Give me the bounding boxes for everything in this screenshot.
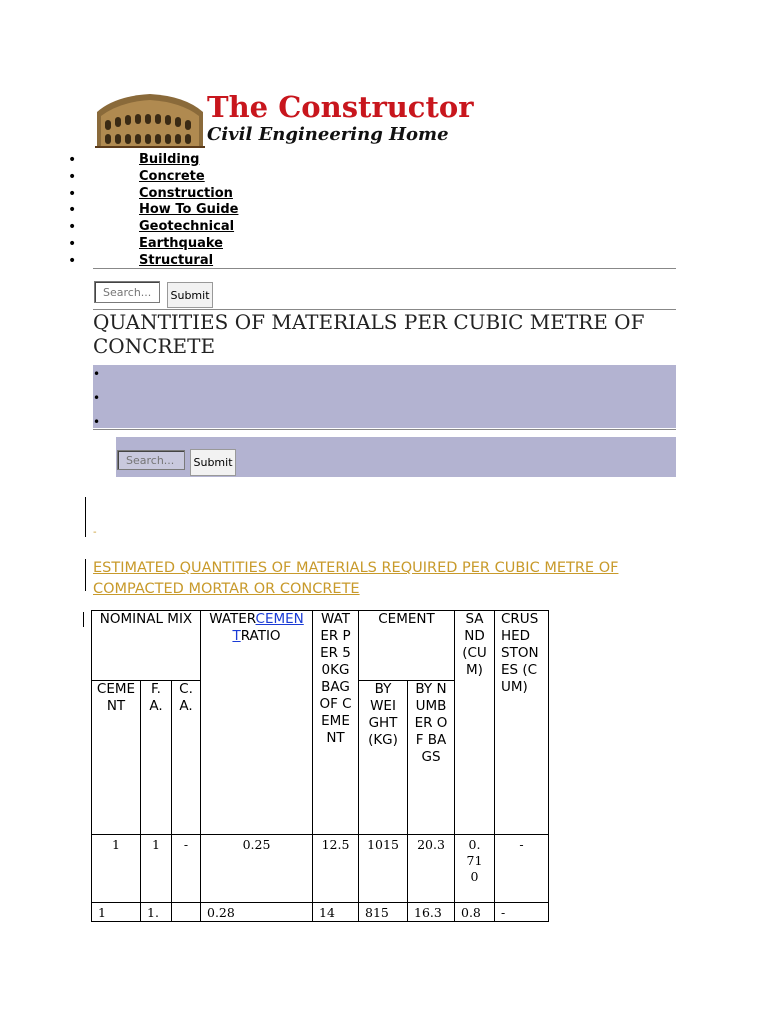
cell-fa: 1: [141, 835, 172, 903]
table-row: [92, 835, 549, 903]
header-by-bags: [408, 681, 455, 835]
divider: [93, 429, 676, 430]
header-text: BY WEIGHT (KG): [368, 681, 398, 748]
cement-link[interactable]: CEMENT: [232, 611, 304, 644]
nav-item-earthquake: [0, 236, 768, 253]
header-nominal-mix: [92, 611, 201, 681]
cell-by-bags: 16.3: [408, 903, 455, 922]
header-text: WATER: [209, 611, 256, 627]
header-text: CEMENT: [96, 681, 136, 714]
cell-ca: [172, 903, 201, 922]
header-text: RATIO: [240, 628, 281, 644]
bullet: •: [68, 185, 77, 202]
category-nav: [0, 152, 768, 270]
cell-water-per-bag: 12.5: [313, 835, 359, 903]
cell-by-bags: 20.3: [408, 835, 455, 903]
nav-item-geotechnical: [0, 219, 768, 236]
bullet: •: [68, 235, 77, 252]
cell-water-cement-ratio: 0.28: [201, 903, 313, 922]
small-link[interactable]: -: [93, 527, 97, 538]
header-sand: [455, 611, 495, 835]
header-cement: [92, 681, 141, 835]
cell-cement: 1: [92, 903, 141, 922]
submit-label: Submit: [193, 456, 233, 469]
header-crushed-stones: [495, 611, 549, 835]
header-cement-group: [359, 611, 455, 681]
header-water-cement-ratio: [201, 611, 313, 835]
nav-item-how-to-guide: [0, 202, 768, 219]
materials-table: [91, 610, 549, 922]
band-search-input[interactable]: [117, 450, 185, 470]
nav-item-construction: [0, 186, 768, 203]
header-text: CRUSHED STONES (CUM): [501, 611, 539, 695]
header-text: F.A.: [149, 681, 163, 714]
nav-link-building[interactable]: Building: [139, 152, 200, 167]
table-header-row: [92, 611, 549, 681]
cell-cement: 1: [92, 835, 141, 903]
cell-crushed-stones: -: [495, 903, 549, 922]
page-title: QUANTITIES OF MATERIALS PER CUBIC METRE OF CONCRETE: [93, 310, 645, 358]
logo-title: The Constructor: [207, 90, 474, 124]
band-search-submit-button[interactable]: [190, 449, 236, 476]
divider: [85, 559, 86, 591]
header-text: CEMENT: [378, 611, 435, 627]
header-text: SAND (CUM): [462, 611, 487, 678]
cell-ca: -: [172, 835, 201, 903]
cell-fa: 1.: [141, 903, 172, 922]
nav-link-concrete[interactable]: Concrete: [139, 168, 205, 184]
header-water-per-bag: [313, 611, 359, 835]
band-bullet: •: [93, 415, 101, 429]
nav-item-building: [0, 152, 768, 169]
cell-by-weight: 1015: [359, 835, 408, 903]
nav-link-geotechnical[interactable]: Geotechnical: [139, 219, 235, 235]
site-logo[interactable]: [95, 88, 474, 150]
header-by-weight: [359, 681, 408, 835]
band-bullet: •: [93, 391, 101, 405]
band-bullet: •: [93, 367, 101, 381]
divider: [83, 612, 84, 627]
cell-sand: 0.8: [455, 903, 495, 922]
table-row: [92, 903, 549, 922]
submit-label: Submit: [170, 288, 210, 302]
logo-subtitle: Civil Engineering Home: [207, 124, 449, 145]
colosseum-logo-icon: [95, 90, 205, 148]
nav-link-construction[interactable]: Construction: [139, 185, 233, 201]
cell-sand: 0.710: [455, 835, 495, 903]
header-text: WATER PER 50KG BAG OF CEMENT: [319, 611, 352, 746]
divider: [85, 497, 86, 537]
bullet: •: [68, 168, 77, 185]
nav-link-how-to-guide[interactable]: How To Guide: [139, 202, 239, 218]
header-text: C.A.: [179, 681, 193, 714]
nav-item-concrete: [0, 169, 768, 186]
bullet: •: [68, 219, 77, 236]
header-fa: [141, 681, 172, 835]
estimate-article-link[interactable]: ESTIMATED QUANTITIES OF MATERIALS REQUIRED PER CUBIC METRE OF COMPACTED MORTAR OR CONCRETE: [93, 560, 619, 597]
header-text: NOMINAL MIX: [99, 611, 193, 627]
nav-link-earthquake[interactable]: Earthquake: [139, 235, 223, 251]
search-input[interactable]: [94, 281, 160, 303]
divider: [93, 268, 676, 269]
header-text: BY NUMBER OF BAGS: [414, 681, 448, 765]
nav-link-structural[interactable]: Structural: [139, 252, 214, 268]
search-submit-button[interactable]: [167, 282, 213, 308]
header-ca: [172, 681, 201, 835]
bullet: •: [68, 252, 77, 269]
cell-crushed-stones: -: [495, 835, 549, 903]
cell-water-cement-ratio: 0.25: [201, 835, 313, 903]
bullet: •: [68, 152, 77, 168]
cell-water-per-bag: 14: [313, 903, 359, 922]
cell-by-weight: 815: [359, 903, 408, 922]
menu-band: [93, 365, 676, 428]
bullet: •: [68, 202, 77, 219]
